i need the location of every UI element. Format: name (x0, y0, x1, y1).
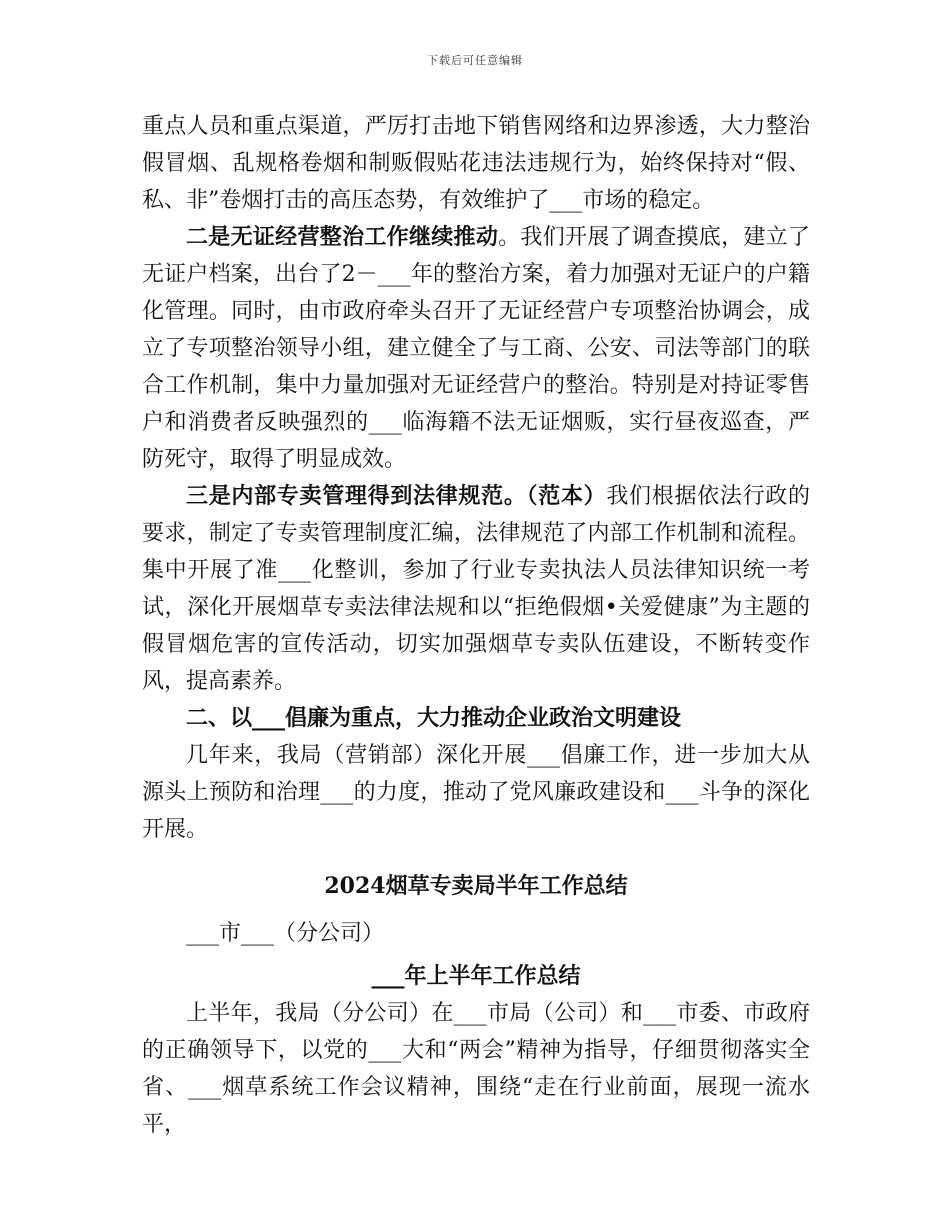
document-subtitle: ___年上半年工作总结 (371, 963, 581, 989)
paragraph-first-half-summary: 上半年，我局（分公司）在___市局（公司）和___市委、市政府的正确领导下，以党的___大和“两会”精神为指导，仔细贯彻落实全省、___烟草系统工作会议精神，围绕“走在行业前面，展现一流水平， (142, 1001, 810, 1137)
paragraph-text: 。我们开展了调查摸底，建立了无证户档案，出台了2－___年的整治方案，着力加强对无证户的户籍化管理。同时，由市政府牵头召开了无证经营户专项整治协调会，成立了专项整治领导小组，建立健全了与工商、公安、司法等部门的联合工作机制，集中力量加强对无证经营户的整治。特别是对持证零售户和消费者反映强烈的___临海籍不法无证烟贩，实行昼夜巡查，严防死守，取得了明显成效。 (142, 225, 810, 472)
paragraph-integrity-work: 几年来，我局（营销部）深化开展___倡廉工作，进一步加大从源头上预防和治理___的力度，推动了党风廉政建设和___斗争的深化开展。 (142, 743, 810, 842)
section-heading: 二、以___倡廉为重点，大力推动企业政治文明建设 (186, 705, 682, 731)
paragraph-heading-bold: 三是内部专卖管理得到法律规范。（范本） (186, 483, 607, 509)
paragraph-text: 我们根据依法行政的要求，制定了专卖管理制度汇编，法律规范了内部工作机制和流程。集中开展了准___化整训，参加了行业专卖执法人员法律知识统一考试，深化开展烟草专卖法律法规和以“拒绝假烟•关爱健康”为主题的假冒烟危害的宣传活动，切实加强烟草专卖队伍建设，不断转变作风，提高素养。 (142, 484, 810, 694)
paragraph-internal-management (142, 478, 810, 700)
paragraph-unlicensed-rectification (142, 219, 810, 478)
document-body (142, 108, 810, 1143)
page-header: 下载后可任意编辑 (427, 54, 523, 67)
paragraph-heading-bold: 二是无证经营整治工作继续推动 (186, 224, 499, 250)
paragraph-crackdown: 重点人员和重点渠道，严厉打击地下销售网络和边界渗透，大力整治假冒烟、乱规格卷烟和制贩假贴花违法违规行为，始终保持对“假、私、非”卷烟打击的高压态势，有效维护了___市场的稳定。 (142, 114, 810, 213)
document-title: 2024烟草专卖局半年工作总结 (324, 873, 628, 899)
unit-line: ___市___（分公司） (186, 921, 385, 946)
